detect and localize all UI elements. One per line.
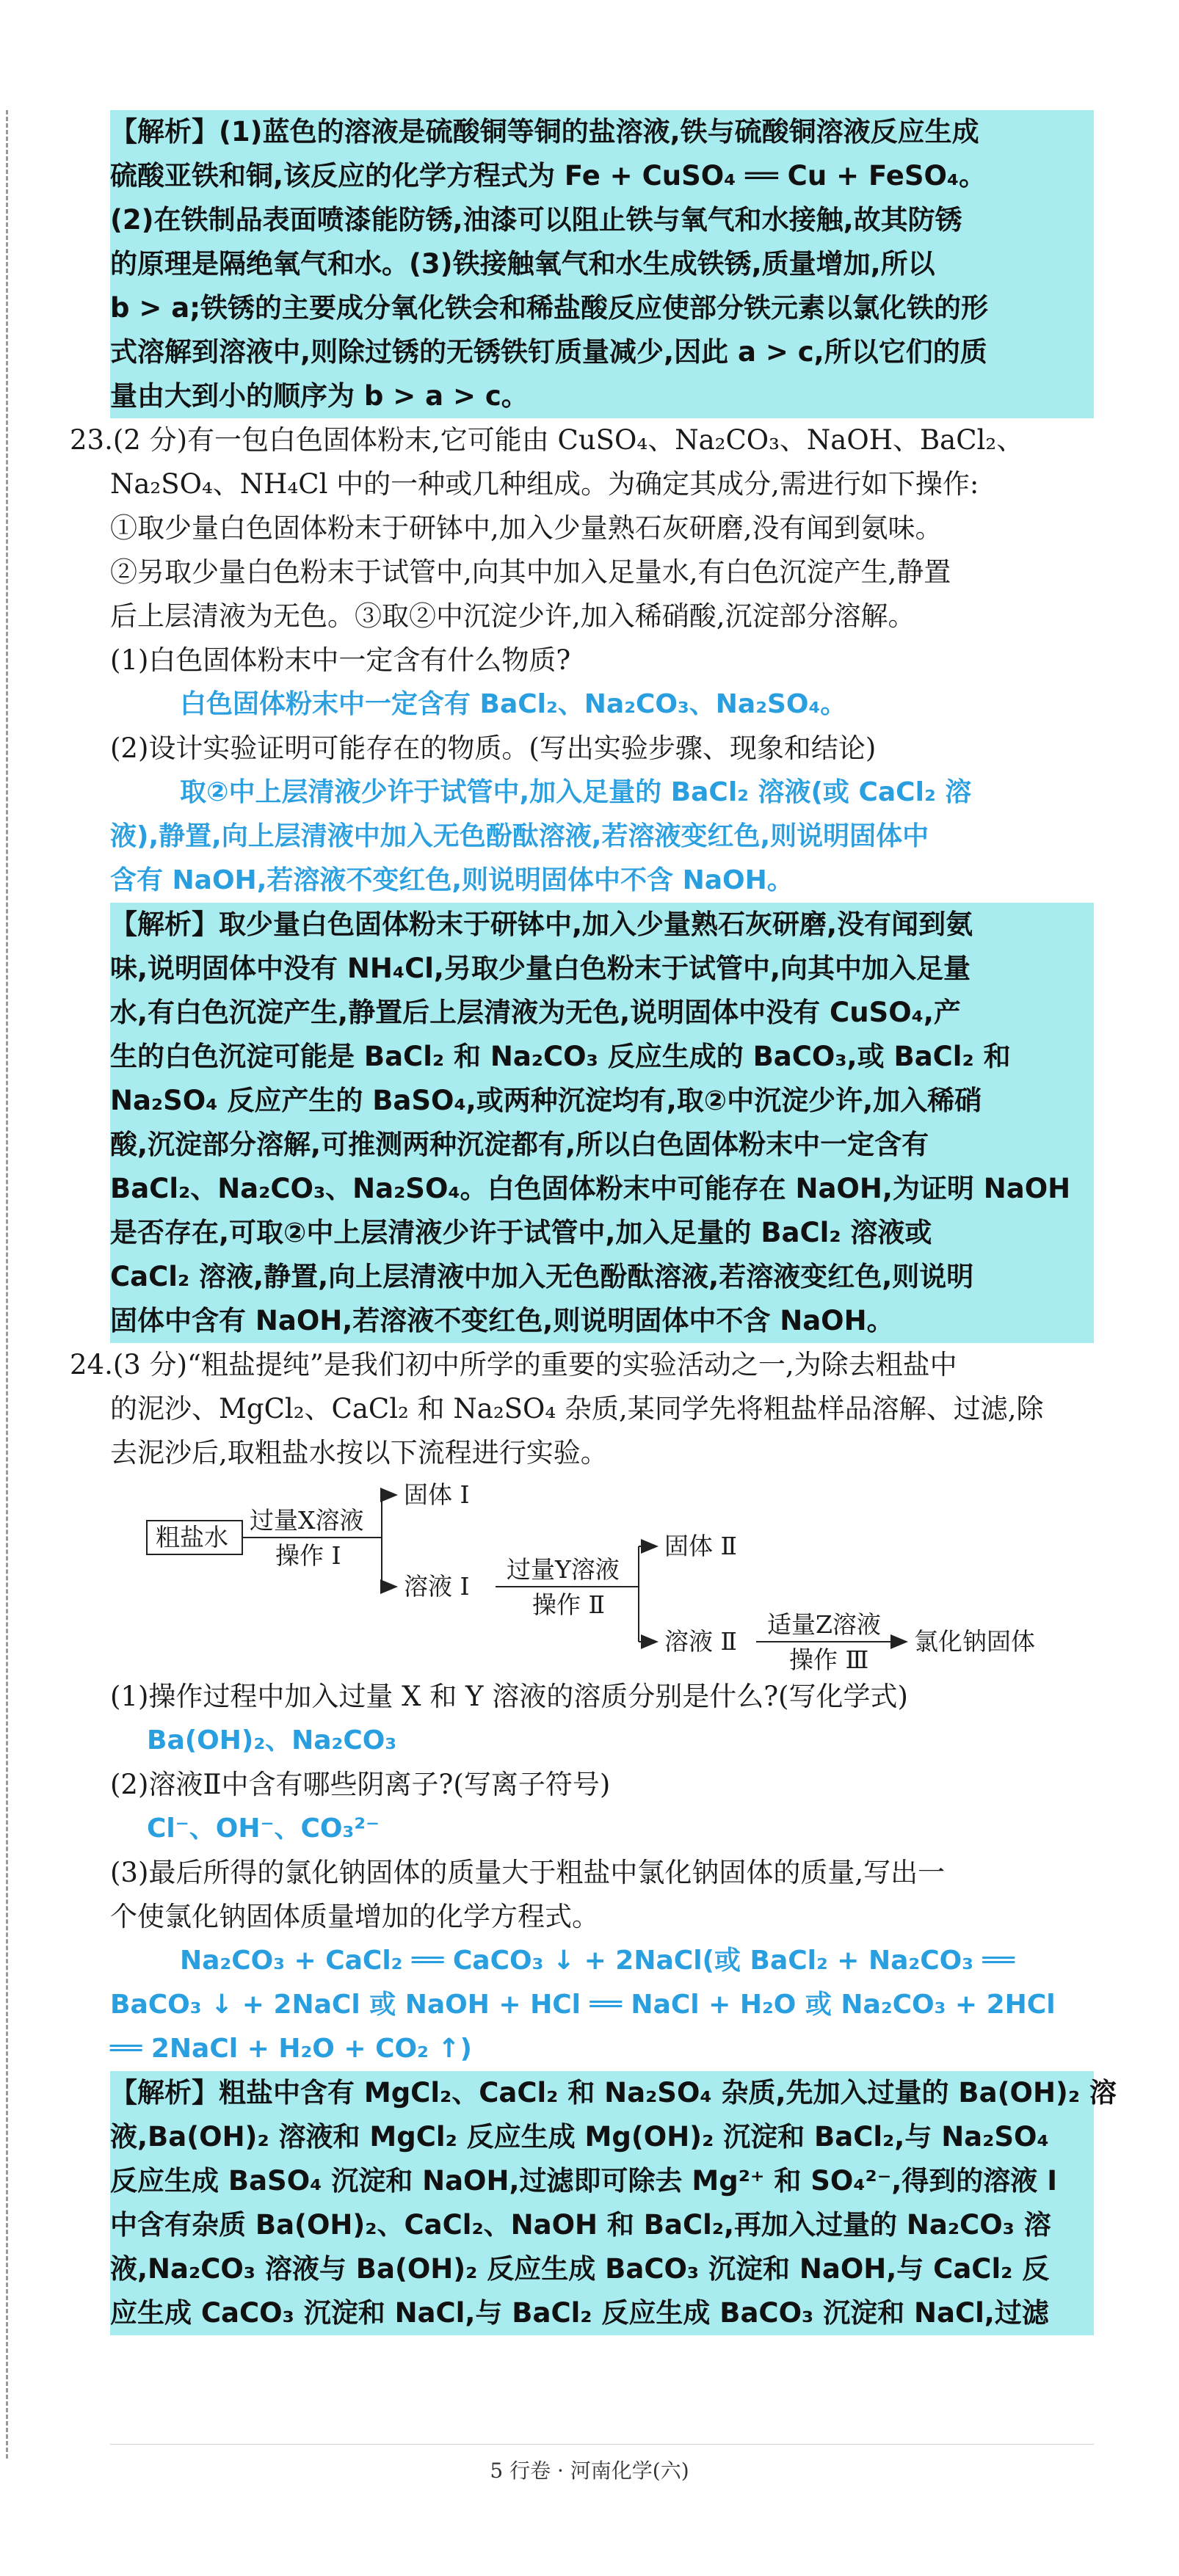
flow-solution1: 溶液 Ⅰ — [404, 1572, 470, 1601]
q23-analysis-line: 【解析】取少量白色固体粉末于研钵中,加入少量熟石灰研磨,没有闻到氨 — [110, 909, 973, 940]
process-flow-diagram — [110, 1480, 1094, 1674]
q24-analysis-line: 【解析】粗盐中含有 MgCl₂、CaCl₂ 和 Na₂SO₄ 杂质,先加入过量的 Ba(OH)₂ 溶 — [110, 2077, 1117, 2109]
q22-analysis-line: 的原理是隔绝氧气和水。(3)铁接触氧气和水生成铁锈,质量增加,所以 — [110, 248, 935, 280]
flow-step3-operation: 操作 Ⅲ — [789, 1645, 869, 1674]
q23-analysis-line: BaCl₂、Na₂CO₃、Na₂SO₄。白色固体粉末中可能存在 NaOH,为证明 NaOH — [110, 1173, 1071, 1204]
q23-answer2-line: 含有 NaOH,若溶液不变红色,则说明固体中不含 NaOH。 — [110, 865, 794, 895]
q24-answer3-line: Na₂CO₃ + CaCl₂ ══ CaCO₃ ↓ + 2NaCl(或 BaCl₂ + Na₂CO₃ ══ — [180, 1946, 1015, 1976]
q24-analysis-line: 应生成 CaCO₃ 沉淀和 NaCl,与 BaCl₂ 反应生成 BaCO₃ 沉淀和 NaCl,过滤 — [110, 2297, 1049, 2329]
q22-analysis-line: 式溶解到溶液中,则除过锈的无锈铁钉质量减少,因此 a > c,所以它们的质 — [110, 336, 987, 368]
q22-analysis-line: (2)在铁制品表面喷漆能防锈,油漆可以阻止铁与氧气和水接触,故其防锈 — [110, 204, 962, 236]
q24-sub2: (2)溶液Ⅱ中含有哪些阴离子?(写离子符号) — [110, 1769, 611, 1800]
q24-answer1: Ba(OH)₂、Na₂CO₃ — [147, 1725, 397, 1755]
q23-sub1: (1)白色固体粉末中一定含有什么物质? — [110, 644, 571, 676]
q23-answer1: 白色固体粉末中一定含有 BaCl₂、Na₂CO₃、Na₂SO₄。 — [180, 689, 847, 719]
page-footer: 5 行卷 · 河南化学(六) — [490, 2459, 689, 2483]
q23-stem-line: ②另取少量白色粉末于试管中,向其中加入足量水,有白色沉淀产生,静置 — [110, 556, 951, 588]
flow-solid2: 固体 Ⅱ — [664, 1532, 737, 1560]
q23-analysis-line: 水,有白色沉淀产生,静置后上层清液为无色,说明固体中没有 CuSO₄,产 — [110, 997, 961, 1028]
q23-analysis-line: 味,说明固体中没有 NH₄Cl,另取少量白色粉末于试管中,向其中加入足量 — [110, 953, 971, 984]
q24-sub3-line: (3)最后所得的氯化钠固体的质量大于粗盐中氯化钠固体的质量,写出一 — [110, 1857, 946, 1888]
question-24 — [70, 1343, 1094, 2071]
q23-analysis-line: 酸,沉淀部分溶解,可推测两种沉淀都有,所以白色固体粉末中一定含有 — [110, 1129, 929, 1160]
flow-step1-operation: 操作 Ⅰ — [275, 1541, 341, 1570]
q23-analysis-line: CaCl₂ 溶液,静置,向上层清液中加入无色酚酞溶液,若溶液变红色,则说明 — [110, 1261, 974, 1292]
q23-answer2-line: 液),静置,向上层清液中加入无色酚酞溶液,若溶液变红色,则说明固体中 — [110, 821, 929, 851]
question-23 — [70, 418, 1094, 903]
flow-product: 氯化钠固体 — [914, 1627, 1035, 1656]
q22-analysis-line: b > a;铁锈的主要成分氧化铁会和稀盐酸反应使部分铁元素以氯化铁的形 — [110, 292, 989, 324]
q24-answer3-line: ══ 2NaCl + H₂O + CO₂ ↑) — [110, 2034, 473, 2064]
content-column — [70, 110, 1117, 2335]
q24-answer3-line: BaCO₃ ↓ + 2NaCl 或 NaOH + HCl ══ NaCl + H₂O 或 Na₂CO₃ + 2HCl — [110, 1990, 1056, 2020]
q22-analysis-line: 量由大到小的顺序为 b > a > c。 — [110, 380, 529, 412]
q23-answer2-line: 取②中上层清液少许于试管中,加入足量的 BaCl₂ 溶液(或 CaCl₂ 溶 — [180, 777, 972, 807]
q24-analysis-line: 液,Na₂CO₃ 溶液与 Ba(OH)₂ 反应生成 BaCO₃ 沉淀和 NaOH,与 CaCl₂ 反 — [110, 2253, 1050, 2285]
q24-stem-line: 24.(3 分)“粗盐提纯”是我们初中所学的重要的实验活动之一,为除去粗盐中 — [70, 1349, 957, 1380]
q23-analysis — [110, 903, 1094, 1343]
q24-sub1: (1)操作过程中加入过量 X 和 Y 溶液的溶质分别是什么?(写化学式) — [110, 1681, 908, 1712]
flow-step2-reagent: 过量Y溶液 — [507, 1555, 620, 1584]
q24-stem-line: 去泥沙后,取粗盐水按以下流程进行实验。 — [110, 1437, 608, 1469]
footer-rule — [110, 2444, 1094, 2445]
q22-analysis — [110, 110, 1094, 418]
flow-solution2: 溶液 Ⅱ — [664, 1627, 737, 1656]
flow-step3-reagent: 适量Z溶液 — [767, 1610, 881, 1639]
q23-stem-line: ①取少量白色固体粉末于研钵中,加入少量熟石灰研磨,没有闻到氨味。 — [110, 512, 943, 544]
q24-analysis-line: 反应生成 BaSO₄ 沉淀和 NaOH,过滤即可除去 Mg²⁺ 和 SO₄²⁻,得到的溶液 Ⅰ — [110, 2165, 1057, 2197]
q24-stem-line: 的泥沙、MgCl₂、CaCl₂ 和 Na₂SO₄ 杂质,某同学先将粗盐样品溶解、过滤,除 — [110, 1393, 1044, 1425]
q24-analysis-line: 液,Ba(OH)₂ 溶液和 MgCl₂ 反应生成 Mg(OH)₂ 沉淀和 BaCl₂,与 Na₂SO₄ — [110, 2121, 1049, 2153]
q23-stem-line: 后上层清液为无色。③取②中沉淀少许,加入稀硝酸,沉淀部分溶解。 — [110, 600, 915, 632]
q24-analysis — [110, 2071, 1117, 2335]
q23-stem-line: 23.(2 分)有一包白色固体粉末,它可能由 CuSO₄、Na₂CO₃、NaOH、BaCl₂、 — [70, 424, 1024, 456]
flow-start-box: 粗盐水 — [156, 1523, 228, 1551]
q23-analysis-line: Na₂SO₄ 反应产生的 BaSO₄,或两种沉淀均有,取②中沉淀少许,加入稀硝 — [110, 1085, 982, 1116]
flow-step1-reagent: 过量X溶液 — [250, 1506, 364, 1535]
q23-analysis-line: 固体中含有 NaOH,若溶液不变红色,则说明固体中不含 NaOH。 — [110, 1305, 894, 1336]
q22-analysis-line: 【解析】(1)蓝色的溶液是硫酸铜等铜的盐溶液,铁与硫酸铜溶液反应生成 — [110, 116, 979, 148]
q24-analysis-line: 中含有杂质 Ba(OH)₂、CaCl₂、NaOH 和 BaCl₂,再加入过量的 Na₂CO₃ 溶 — [110, 2209, 1051, 2241]
flow-step2-operation: 操作 Ⅱ — [532, 1590, 605, 1619]
flow-solid1: 固体 Ⅰ — [404, 1480, 470, 1509]
q23-sub2: (2)设计实验证明可能存在的物质。(写出实验步骤、现象和结论) — [110, 732, 877, 764]
q24-answer2: Cl⁻、OH⁻、CO₃²⁻ — [147, 1813, 380, 1844]
q23-stem-line: Na₂SO₄、NH₄Cl 中的一种或几种组成。为确定其成分,需进行如下操作: — [110, 468, 979, 500]
q23-analysis-line: 生的白色沉淀可能是 BaCl₂ 和 Na₂CO₃ 反应生成的 BaCO₃,或 BaCl₂ 和 — [110, 1041, 1011, 1072]
q24-sub3-line: 个使氯化钠固体质量增加的化学方程式。 — [110, 1901, 599, 1932]
q22-analysis-line: 硫酸亚铁和铜,该反应的化学方程式为 Fe + CuSO₄ ══ Cu + FeSO₄。 — [110, 160, 987, 192]
binding-margin-line — [6, 110, 8, 2459]
q23-analysis-line: 是否存在,可取②中上层清液少许于试管中,加入足量的 BaCl₂ 溶液或 — [110, 1217, 932, 1248]
